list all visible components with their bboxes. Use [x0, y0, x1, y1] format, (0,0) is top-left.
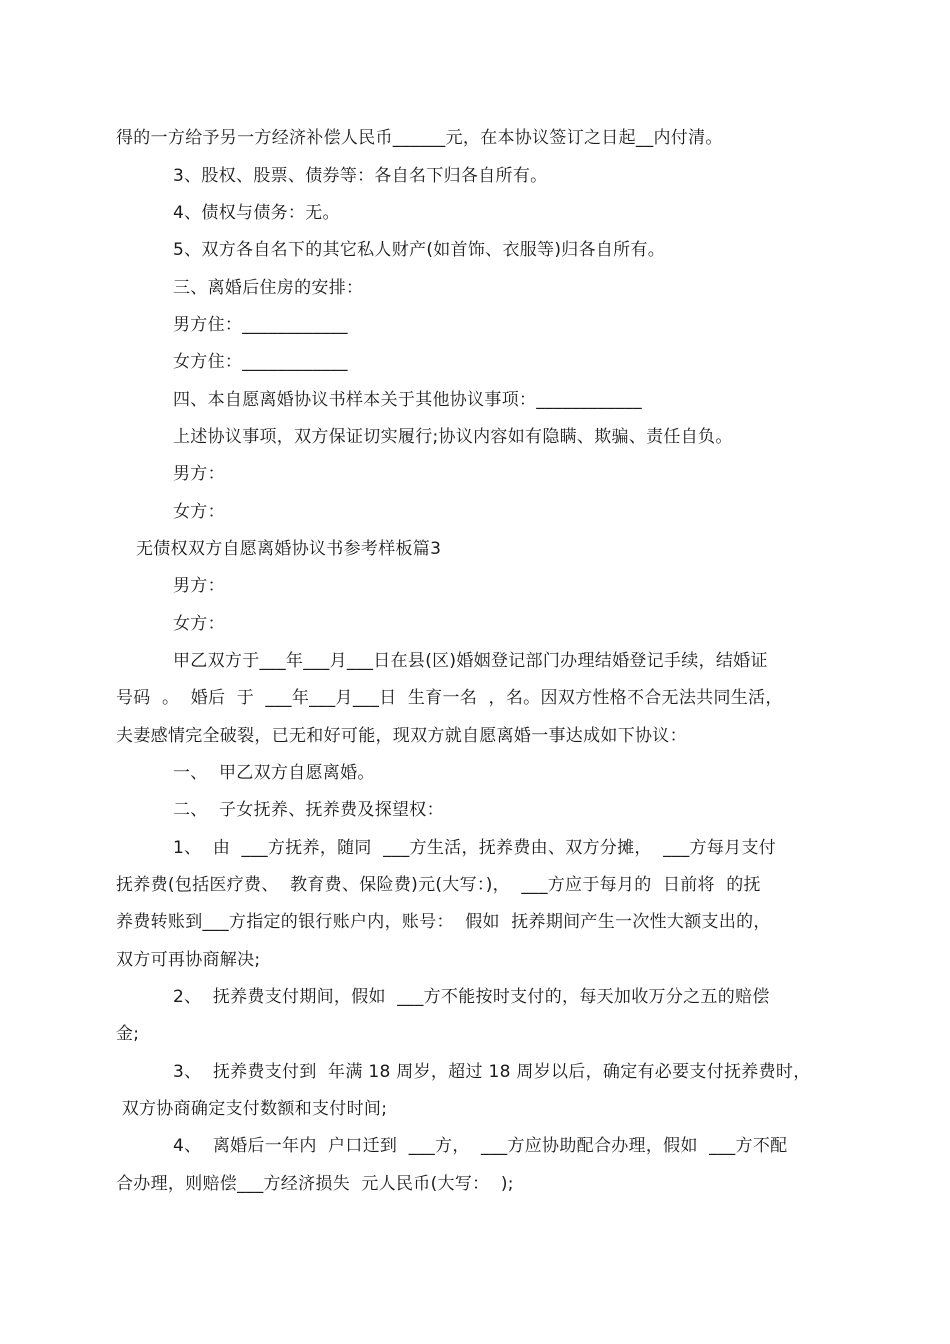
text-line: 上述协议事项，双方保证切实履行;协议内容如有隐瞒、欺骗、责任自负。 — [173, 427, 733, 447]
text-line: 男方住：____________ — [173, 315, 348, 335]
text-line: 2、 抚养费支付期间，假如 ___方不能按时支付的，每天加收万分之五的赔偿 — [173, 987, 770, 1007]
text-line: 3、股权、股票、债券等：各自名下归各自所有。 — [173, 166, 548, 186]
text-line: 男方： — [173, 464, 225, 484]
text-line: 抚养费(包括医疗费、 教育费、保险费)元(大写：)， ___方应于每月的 日前将 的抚 — [116, 875, 761, 895]
text-line: 三、离婚后住房的安排： — [173, 278, 364, 298]
text-line: 四、本自愿离婚协议书样本关于其他协议事项：____________ — [173, 390, 642, 410]
text-line: 4、 离婚后一年内 户口迁到 ___方， ___方应协助配合办理，假如 ___方不配 — [173, 1136, 788, 1156]
text-line: 男方： — [173, 576, 225, 596]
text-line: 3、 抚养费支付到 年满 18 周岁，超过 18 周岁以后，确定有必要支付抚养费时， — [173, 1062, 811, 1082]
section-heading: 无债权双方自愿离婚协议书参考样板篇3 — [136, 539, 442, 559]
text-line: 夫妻感情完全破裂，已无和好可能，现双方就自愿离婚一事达成如下协议： — [116, 726, 687, 746]
text-line: 二、 子女抚养、抚养费及探望权： — [173, 800, 444, 820]
text-line: 女方： — [173, 614, 225, 634]
text-line: 4、债权与债务：无。 — [173, 203, 340, 223]
text-line: 号码 。 婚后 于 ___年___月___日 生育一名 ，名。因双方性格不合无法共同生活， — [116, 688, 783, 708]
text-line: 双方可再协商解决; — [116, 950, 261, 970]
text-line: 双方协商确定支付数额和支付时间; — [116, 1099, 388, 1119]
text-line: 女方： — [173, 502, 225, 522]
text-line: 合办理，则赔偿___方经济损失 元人民币(大写： ); — [116, 1174, 514, 1194]
text-line: 5、双方各自名下的其它私人财产(如首饰、衣服等)归各自所有。 — [173, 240, 666, 260]
text-line: 一、 甲乙双方自愿离婚。 — [173, 763, 375, 783]
text-line: 女方住：____________ — [173, 352, 348, 372]
text-line: 金; — [116, 1024, 140, 1044]
text-line: 1、 由 ___方抚养，随同 ___方生活，抚养费由、双方分摊， ___方每月支付 — [173, 838, 777, 858]
text-line: 养费转账到___方指定的银行账户内，账号： 假如 抚养期间产生一次性大额支出的， — [116, 912, 771, 932]
text-line: 得的一方给予另一方经济补偿人民币______元，在本协议签订之日起__内付清。 — [116, 128, 723, 148]
text-line: 甲乙双方于___年___月___日在县(区)婚姻登记部门办理结婚登记手续，结婚证 — [173, 651, 768, 671]
